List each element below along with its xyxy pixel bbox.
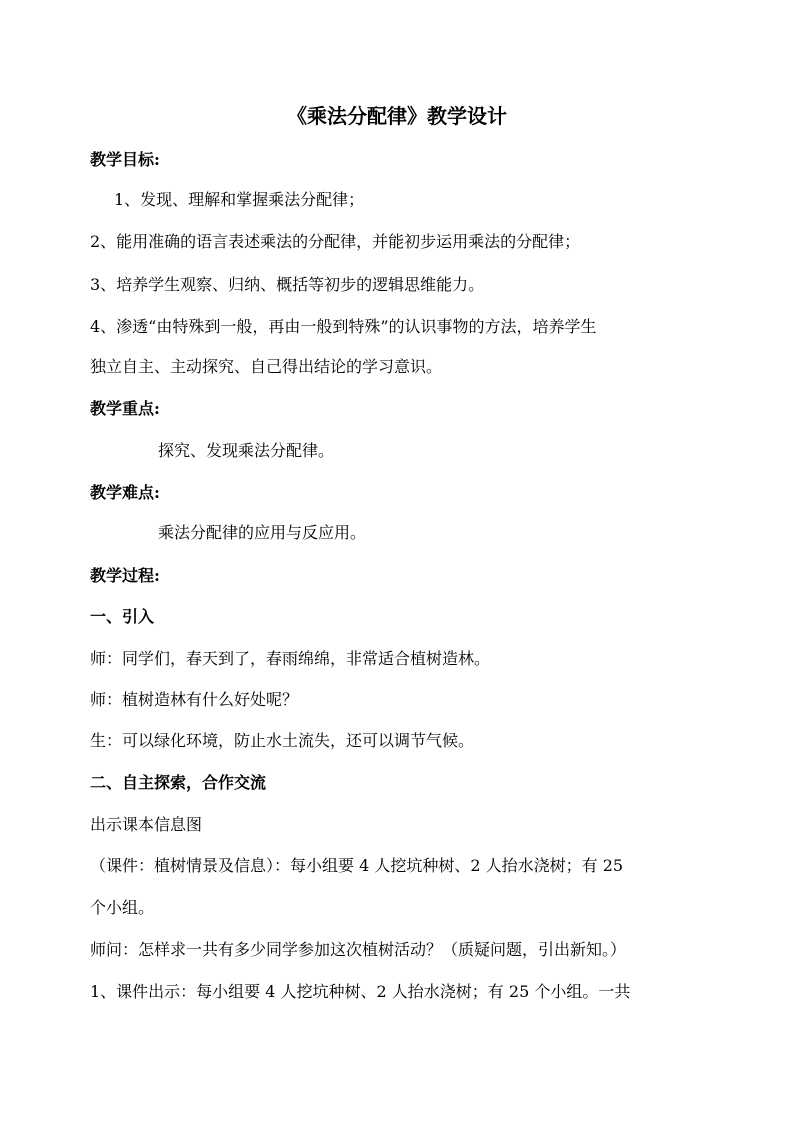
part2-line-4: 师问：怎样求一共有多少同学参加这次植树活动？（质疑问题，引出新知。） xyxy=(90,940,627,959)
goal-item-2: 2、能用准确的语言表述乘法的分配律，并能初步运用乘法的分配律； xyxy=(90,232,581,251)
goal-item-3: 3、培养学生观察、归纳、概括等初步的逻辑思维能力。 xyxy=(90,275,485,294)
part1-line-2: 师：植树造林有什么好处呢？ xyxy=(90,690,299,709)
part2-line-1: 出示课本信息图 xyxy=(90,815,203,834)
process-heading: 教学过程: xyxy=(90,566,160,585)
goal-item-1: 1、发现、理解和掌握乘法分配律； xyxy=(114,190,365,209)
goal-item-4: 4、渗透“由特殊到一般，再由一般到特殊”的认识事物的方法，培养学生 xyxy=(90,317,597,336)
part1-line-1: 师：同学们，春天到了，春雨绵绵，非常适合植树造林。 xyxy=(90,649,491,668)
part1-line-3: 生：可以绿化环境，防止水土流失，还可以调节气候。 xyxy=(90,731,475,750)
difficulty-heading: 教学难点: xyxy=(90,483,160,502)
key-heading: 教学重点: xyxy=(90,399,160,418)
document-title: 《乘法分配律》教学设计 xyxy=(287,104,507,128)
part2-line-5: 1、课件出示：每小组要 4 人挖坑种树、2 人抬水浇树；有 25 个小组。一共 xyxy=(90,982,631,1001)
goals-heading: 教学目标: xyxy=(90,150,160,169)
part2-line-3: 个小组。 xyxy=(90,898,155,917)
goal-item-4-continued: 独立自主、主动探究、自己得出结论的学习意识。 xyxy=(90,357,443,376)
part2-line-2: （课件：植树情景及信息）：每小组要 4 人挖坑种树、2 人抬水浇树；有 25 xyxy=(90,856,624,875)
part1-heading: 一、引入 xyxy=(90,607,155,626)
key-text: 探究、发现乘法分配律。 xyxy=(158,441,335,460)
part2-heading: 二、自主探索，合作交流 xyxy=(90,773,267,792)
difficulty-text: 乘法分配律的应用与反应用。 xyxy=(158,523,367,542)
